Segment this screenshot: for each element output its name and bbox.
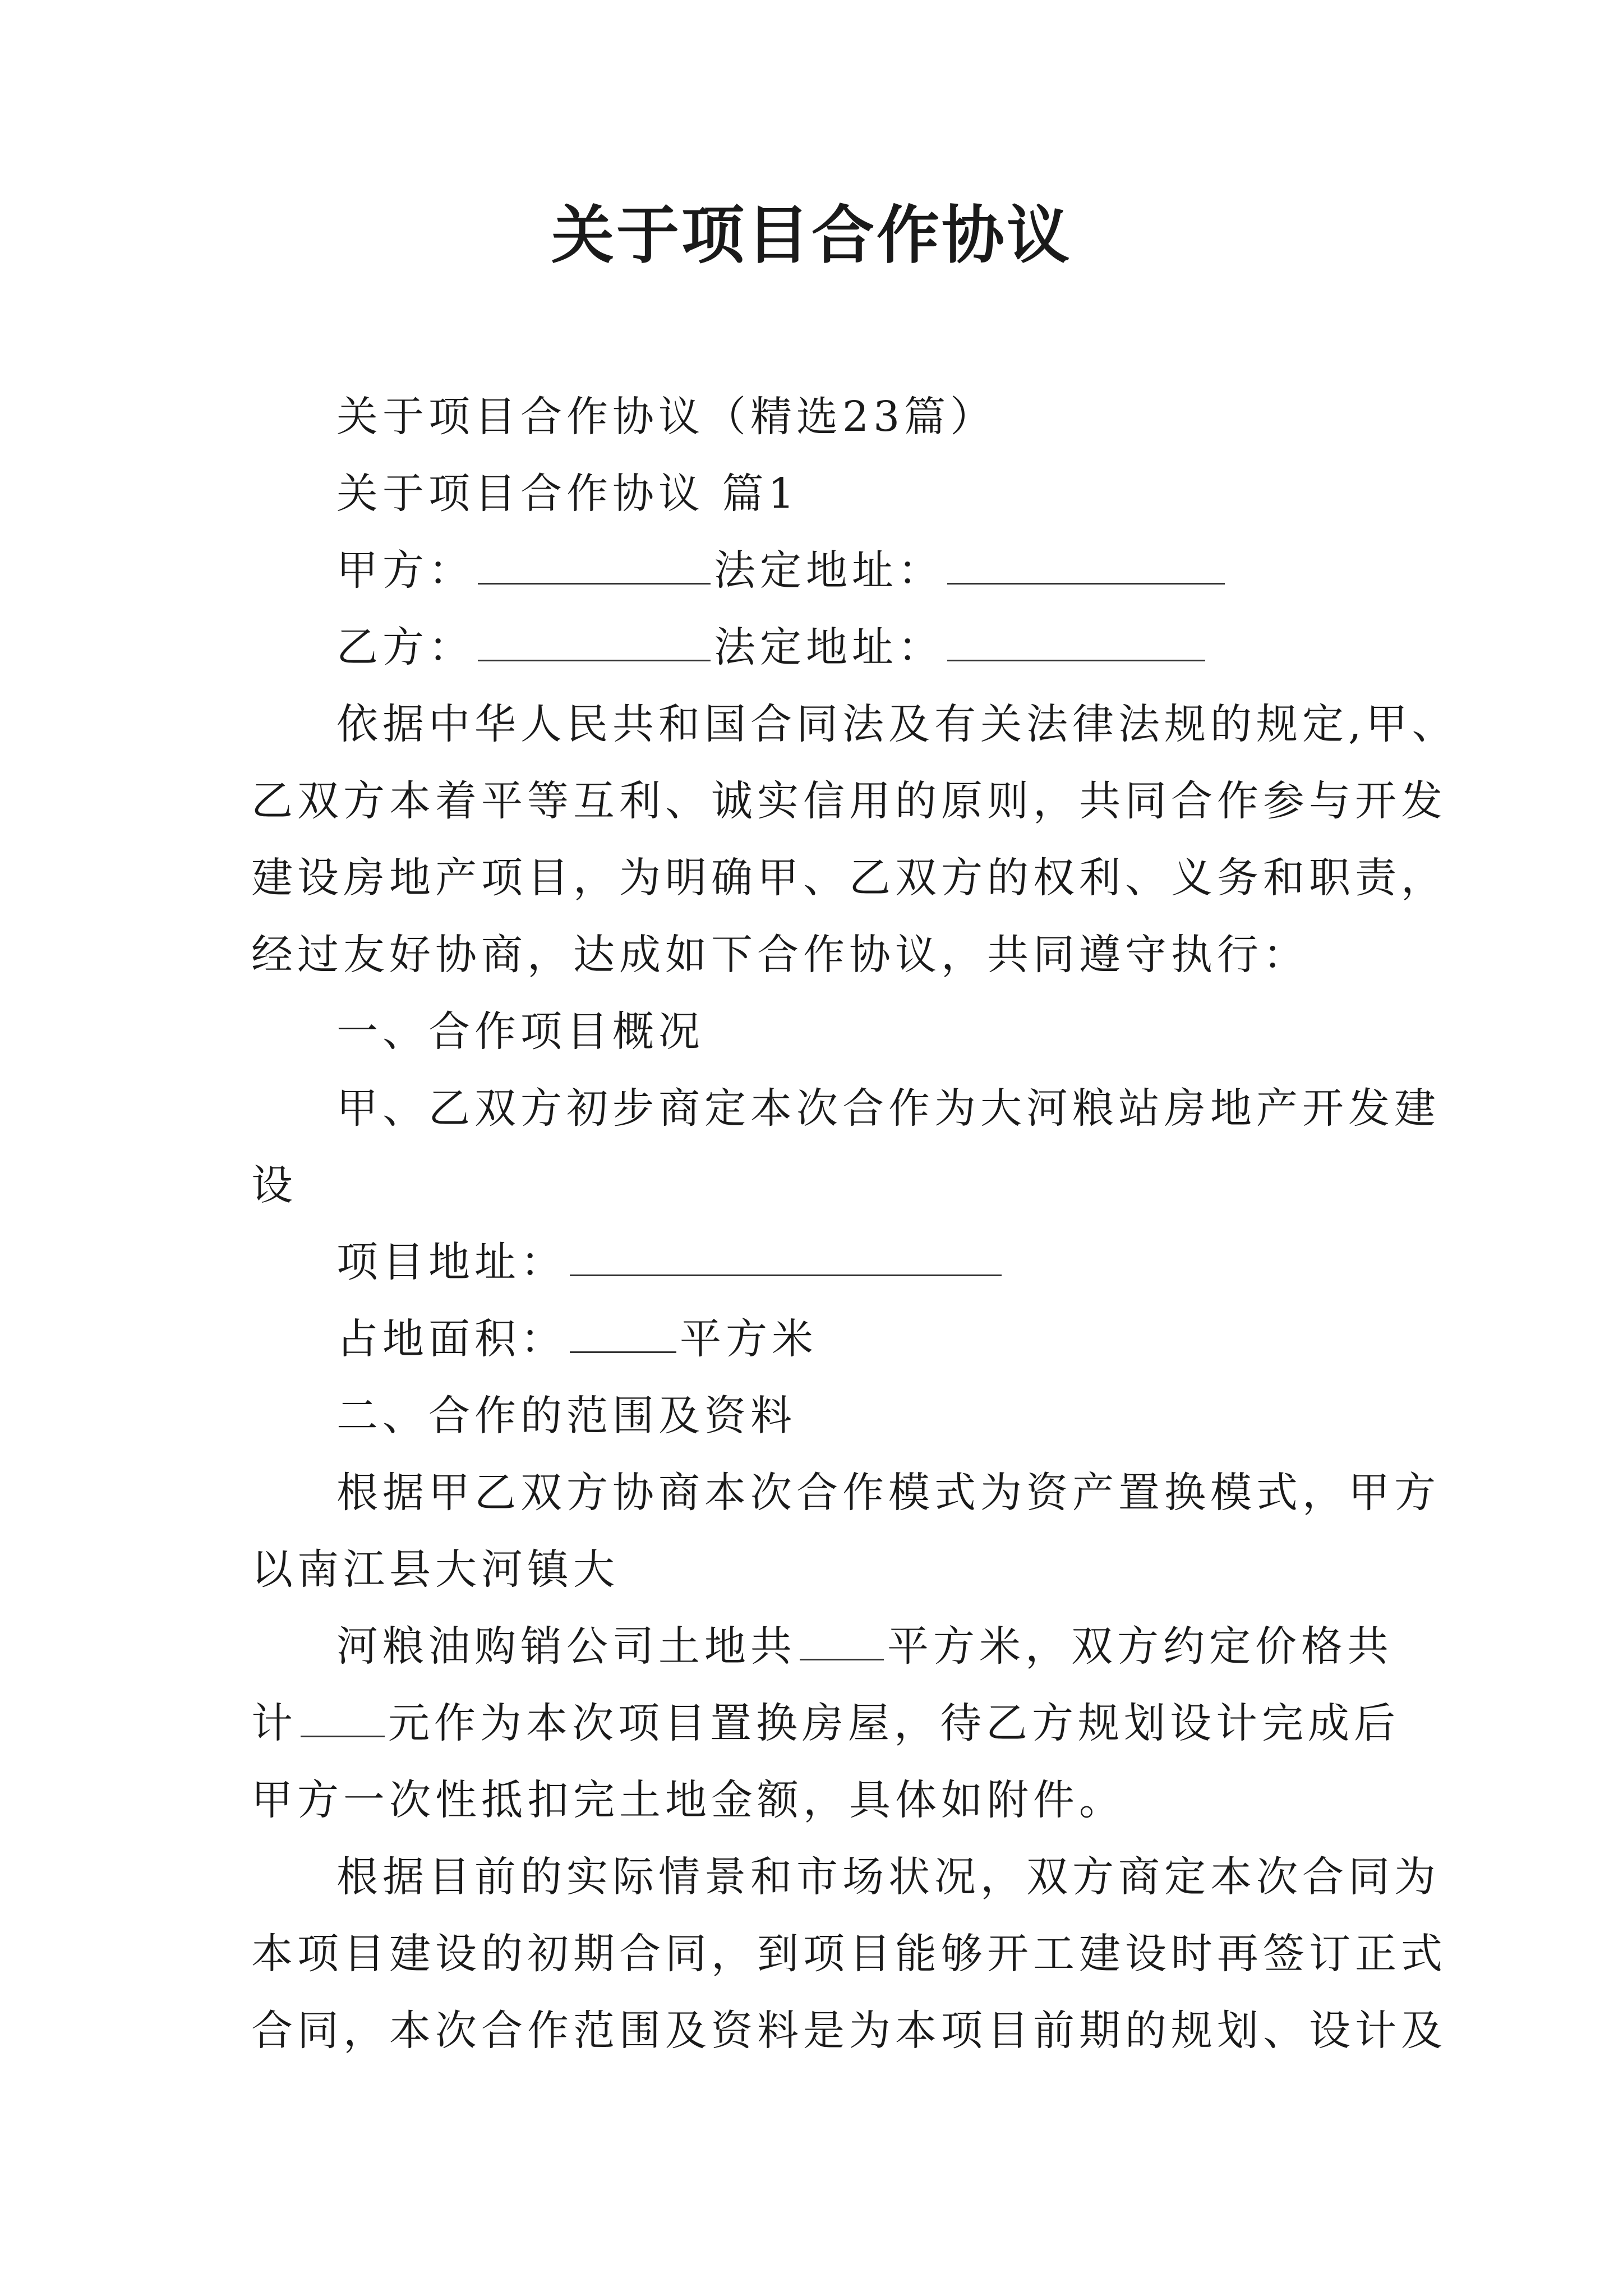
scope-price-line [251,1685,1400,1762]
legal-address-label-b: 法定地址： [714,623,944,671]
scope-price-suffix: 元作为本次项目置换房屋，待乙方规划设计完成后 [388,1699,1400,1747]
intro-line: 经过友好协商，达成如下合作协议，共同遵守执行： [251,931,1309,979]
party-b-label: 乙方： [336,623,474,671]
land-area-unit: 平方米 [680,1315,818,1363]
party-b-blank [478,623,711,661]
project-overview-line: 设 [251,1161,297,1209]
scope-deduct-line: 甲方一次性抵扣完土地金额，具体如附件。 [251,1776,1125,1824]
party-a-line [251,532,1387,609]
project-address-blank [570,1237,1002,1276]
heading-project-overview: 一、合作项目概况 [336,1007,704,1056]
scope-line: 根据甲乙双方协商本次合作模式为资产置换模式，甲方 [336,1469,1440,1517]
party-b-line [251,609,1387,686]
legal-address-a-blank [947,546,1225,585]
intro-line: 乙双方本着平等互利、诚实信用的原则，共同合作参与开发 [251,777,1447,825]
scope-land-line [251,1608,1393,1685]
closing-line: 本项目建设的初期合同，到项目能够开工建设时再签订正式 [251,1930,1447,1978]
scope-price-blank [301,1699,385,1737]
legal-address-label-a: 法定地址： [714,546,944,595]
project-address-line [251,1224,1387,1301]
subtitle: 关于项目合作协议（精选23篇） [336,393,997,441]
scope-land-unit: 平方米，双方约定价格共 [887,1622,1393,1671]
intro-line: 建设房地产项目，为明确甲、乙双方的权利、义务和职责， [251,854,1447,902]
scope-line: 以南江县大河镇大 [251,1545,619,1594]
document-title: 关于项目合作协议 [551,199,1072,272]
intro-line: 依据中华人民共和国合同法及有关法律法规的规定,甲、 [336,700,1458,748]
party-a-label: 甲方： [336,546,474,595]
legal-address-b-blank [947,623,1205,661]
closing-line: 根据目前的实际情景和市场状况，双方商定本次合同为 [336,1853,1440,1901]
land-area-label: 占地面积： [336,1315,566,1363]
project-address-label: 项目地址： [336,1238,566,1286]
scope-price-prefix: 计 [251,1699,297,1747]
party-a-blank [478,546,711,585]
land-area-line [251,1301,1387,1378]
document-body [251,379,1458,2069]
project-overview-line: 甲、乙双方初步商定本次合作为大河粮站房地产开发建 [336,1084,1440,1133]
land-area-blank [570,1314,676,1353]
scope-land-area-blank [800,1622,884,1660]
closing-line: 合同，本次合作范围及资料是为本项目前期的规划、设计及 [251,2007,1447,2055]
heading-scope: 二、合作的范围及资料 [336,1392,796,1440]
section-heading: 关于项目合作协议 篇1 [336,470,799,518]
scope-land-prefix: 河粮油购销公司土地共 [336,1622,796,1671]
